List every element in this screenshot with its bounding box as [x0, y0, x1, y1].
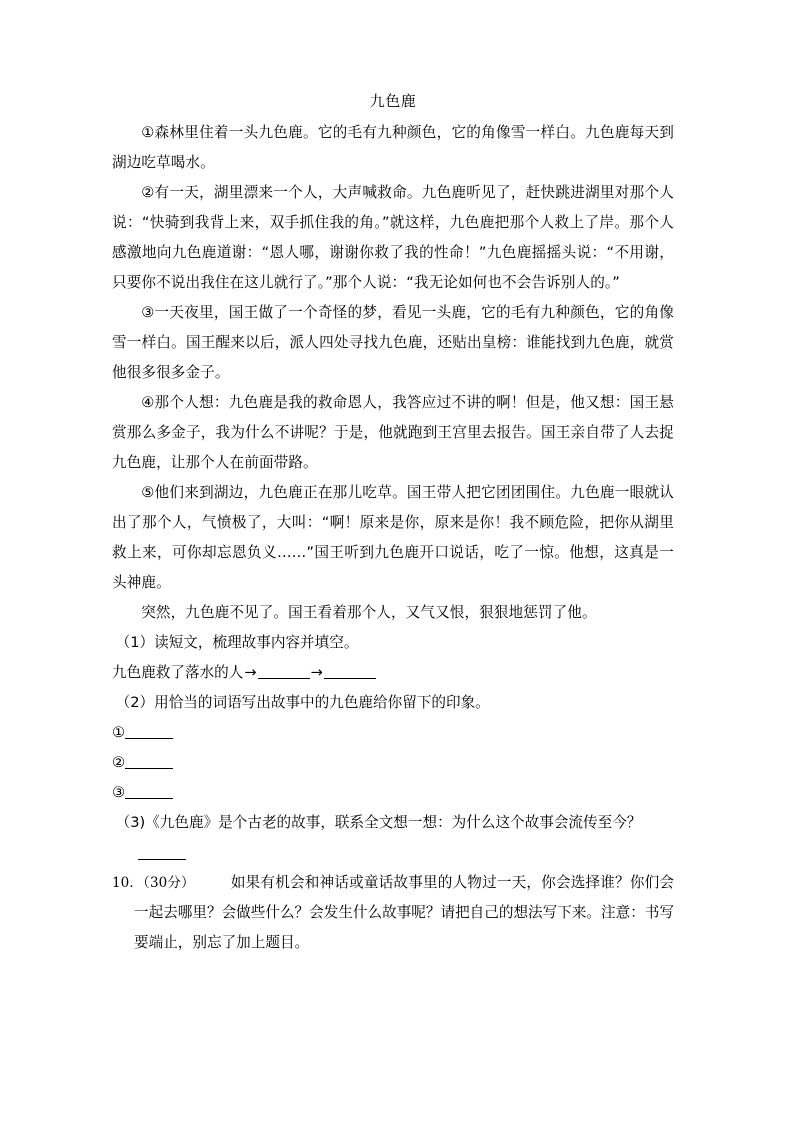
- question-2-answer-row-1: [112, 718, 674, 748]
- answer-marker-1: ①: [112, 724, 126, 741]
- final-item: [112, 868, 674, 958]
- page-title: 九色鹿: [369, 92, 417, 110]
- arrow-icon-2: →: [310, 664, 323, 681]
- question-1-fill-row: [112, 658, 674, 688]
- passage-paragraph-5: ⑤他们来到湖边，九色鹿正在那儿吃草。国王带人把它团团围住。九色鹿一眼就认出了那个人，气愤极了，大叫：“啊！原来是你，原来是你！我不顾危险，把你从湖里救上来，可你却忘恩负义……”国王听到九色鹿开口说话，吃了一惊。他想，这真是一头神鹿。: [112, 484, 674, 591]
- passage-paragraph-3: ③一天夜里，国王做了一个奇怪的梦，看见一头鹿，它的毛有九种颜色，它的角像雪一样白。国王醒来以后，派人四处寻找九色鹿，还贴出皇榜：谁能找到九色鹿，就赏他很多很多金子。: [112, 304, 674, 381]
- passage-paragraph-1: ①森林里住着一头九色鹿。它的毛有九种颜色，它的角像雪一样白。九色鹿每天到湖边吃草喝水。: [112, 124, 674, 171]
- answer-marker-3: ③: [112, 784, 126, 801]
- question-2-blank-3[interactable]: [125, 798, 173, 799]
- question-3-answer-row: [112, 838, 674, 868]
- question-1-label: （1）读短文，梳理故事内容并填空。: [115, 634, 359, 651]
- arrow-icon-1: →: [244, 664, 257, 681]
- question-2-blank-2[interactable]: [125, 768, 173, 769]
- question-3-blank[interactable]: [138, 859, 186, 860]
- final-item-number: 10．: [112, 875, 144, 891]
- passage-paragraph-4: ④那个人想：九色鹿是我的救命恩人，我答应过不讲的啊！但是，他又想：国王悬赏那么多金子，我为什么不讲呢？于是，他就跑到王宫里去报告。国王亲自带了人去捉九色鹿，让那个人在前面带路。: [112, 394, 674, 471]
- answer-marker-2: ②: [112, 754, 126, 771]
- question-2-answer-row-3: [112, 778, 674, 808]
- question-2-blank-1[interactable]: [125, 738, 173, 739]
- question-2-answer-row-2: [112, 748, 674, 778]
- document-content: [112, 86, 674, 958]
- final-item-text: 如果有机会和神话或童话故事里的人物过一天，你会选择谁？你们会一起去哪里？会做些什么？会发生什么故事呢？请把自己的想法写下来。注意：书写要端止，别忘了加上题目。: [134, 874, 674, 951]
- final-item-head: [112, 874, 195, 891]
- question-1-blank-1[interactable]: [258, 678, 310, 679]
- passage-paragraph-2: ②有一天，湖里漂来一个人，大声喊救命。九色鹿听见了，赶快跳进湖里对那个人说：“快骑到我背上来，双手抓住我的角。”就这样，九色鹿把那个人救上了岸。那个人感激地向九色鹿道谢：“恩人哪，谢谢你救了我的性命！”九色鹿摇摇头说：“不用谢，只要你不说出我住在这儿就行了。”那个人说：“我无论如何也不会告诉别人的。”: [112, 184, 674, 291]
- passage-paragraph-6: 突然，九色鹿不见了。国王看着那个人，又气又恨，狠狠地惩罚了他。: [141, 604, 597, 621]
- final-item-score: （30分）: [143, 875, 195, 891]
- question-3-label: （3)《九色鹿》是个古老的故事，联系全文想一想：为什么这个故事会流传至今？: [115, 814, 642, 831]
- question-1-fill-prefix: 九色鹿救了落水的人: [112, 664, 244, 681]
- question-2-label: （2）用恰当的词语写出故事中的九色鹿给你留下的印象。: [115, 694, 490, 711]
- question-1-blank-2[interactable]: [324, 678, 376, 679]
